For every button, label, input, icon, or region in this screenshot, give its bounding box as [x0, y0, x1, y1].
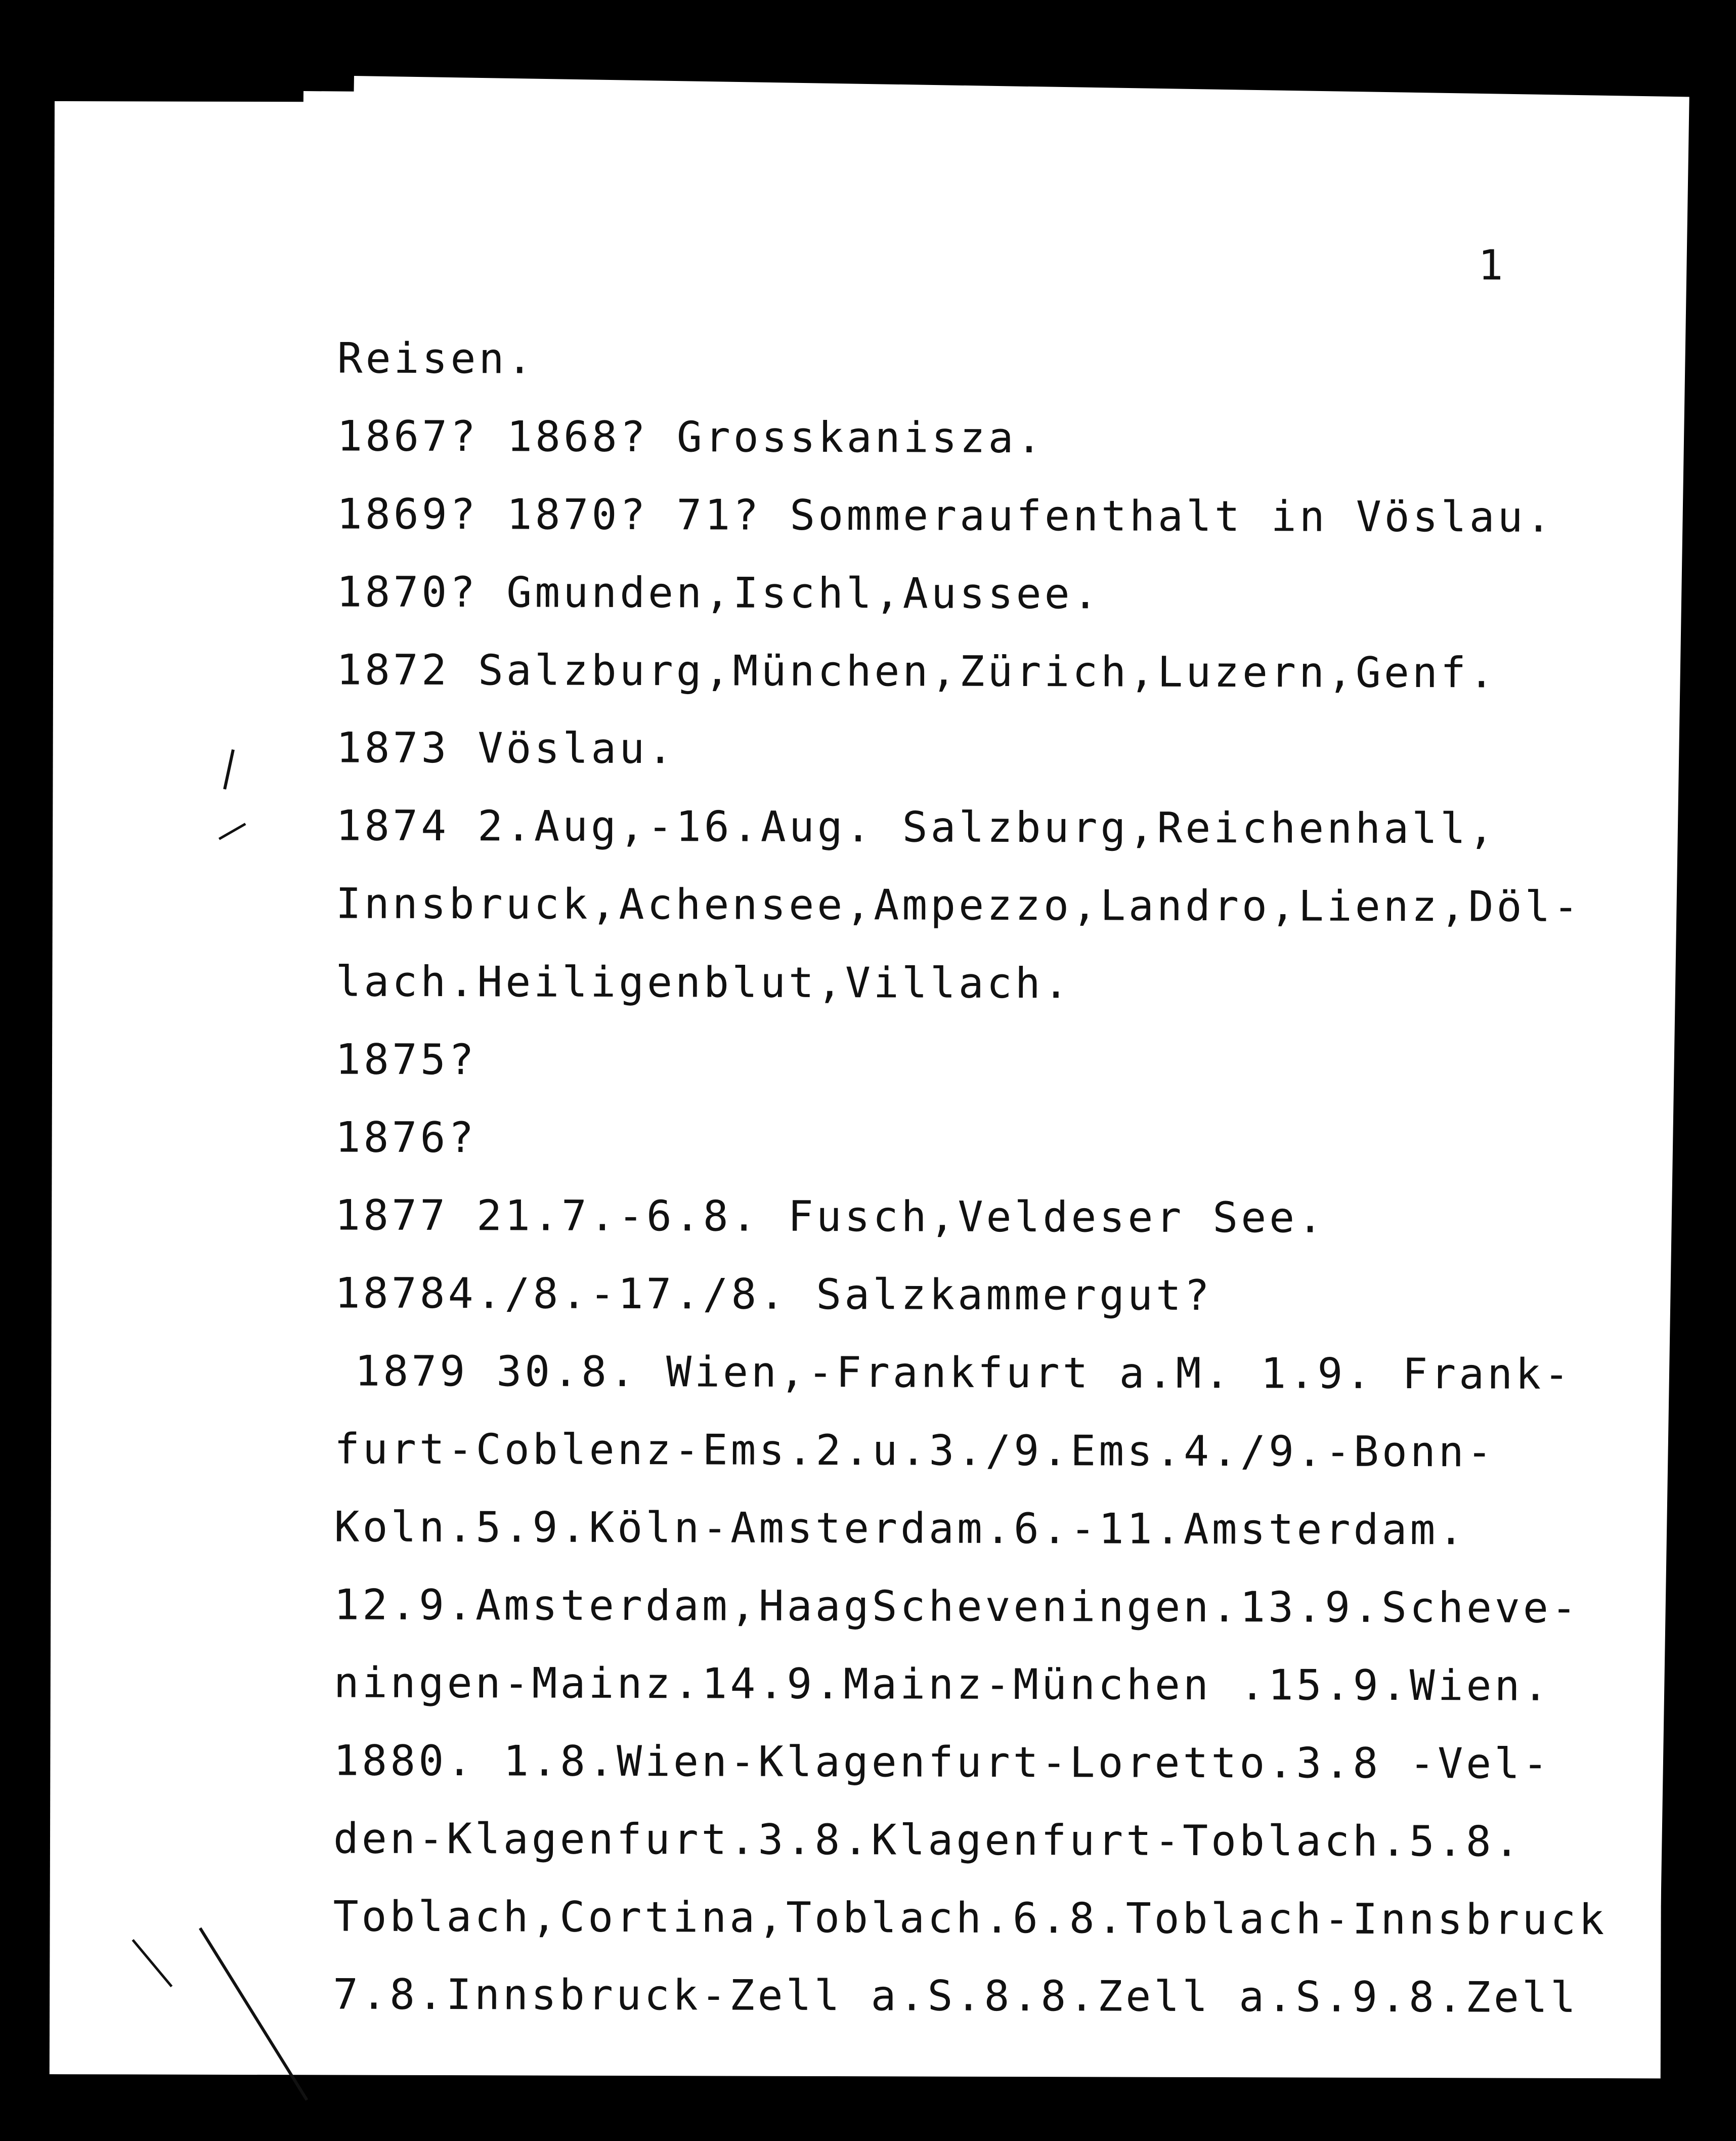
text-line: 1873 Vöslau.: [336, 723, 676, 774]
text-line: 18784./8.-17./8. Salzkammergut?: [334, 1268, 1213, 1320]
pencil-mark: [219, 823, 246, 840]
typewritten-text: [333, 319, 1632, 2037]
text-line: 1867? 1868? Grosskanisza.: [337, 411, 1045, 463]
text-line: 12.9.Amsterdam,HaagScheveningen.13.9.Scheve-: [334, 1580, 1580, 1633]
text-line: 1877 21.7.-6.8. Fusch,Veldeser See.: [335, 1190, 1326, 1243]
text-line: ningen-Mainz.14.9.Mainz-München .15.9.Wien.: [333, 1658, 1551, 1710]
pencil-mark: [132, 1939, 172, 1987]
text-line: Toblach,Cortina,Toblach.6.8.Toblach-Innsbruck: [333, 1892, 1608, 1945]
pencil-mark: [223, 749, 235, 789]
text-line: lach.Heiligenblut,Villach.: [335, 957, 1072, 1008]
text-line: 1870? Gmunden,Ischl,Aussee.: [336, 567, 1101, 619]
text-line: 7.8.Innsbruck-Zell a.S.8.8.Zell a.S.9.8.Zell: [333, 1969, 1579, 2022]
text-line: 1874 2.Aug,-16.Aug. Salzburg,Reichenhall,: [336, 801, 1497, 853]
document-page: [50, 101, 1666, 2078]
page-number: 1: [1478, 241, 1503, 290]
text-line: 1876?: [335, 1112, 477, 1163]
text-line: furt-Coblenz-Ems.2.u.3./9.Ems.4./9.-Bonn-: [334, 1424, 1495, 1477]
text-line: Innsbruck,Achensee,Ampezzo,Landro,Lienz,Döl-: [335, 879, 1582, 931]
text-line: 1869? 1870? 71? Sommeraufenthalt in Vöslau.: [336, 489, 1554, 542]
text-line: den-Klagenfurt.3.8.Klagenfurt-Toblach.5.8.: [333, 1814, 1523, 1866]
text-line: 1880. 1.8.Wien-Klagenfurt-Loretto.3.8 -Vel-: [333, 1736, 1551, 1788]
text-line: Koln.5.9.Köln-Amsterdam.6.-11.Amsterdam.: [334, 1502, 1467, 1555]
text-line: 1879 30.8. Wien,-Frankfurt a.M. 1.9. Frank-: [355, 1346, 1573, 1399]
text-line: 1872 Salzburg,München,Zürich,Luzern,Genf.: [336, 645, 1497, 698]
text-line: 1875?: [335, 1035, 478, 1085]
pencil-mark: [199, 1928, 308, 2101]
text-line: Reisen.: [337, 333, 536, 383]
